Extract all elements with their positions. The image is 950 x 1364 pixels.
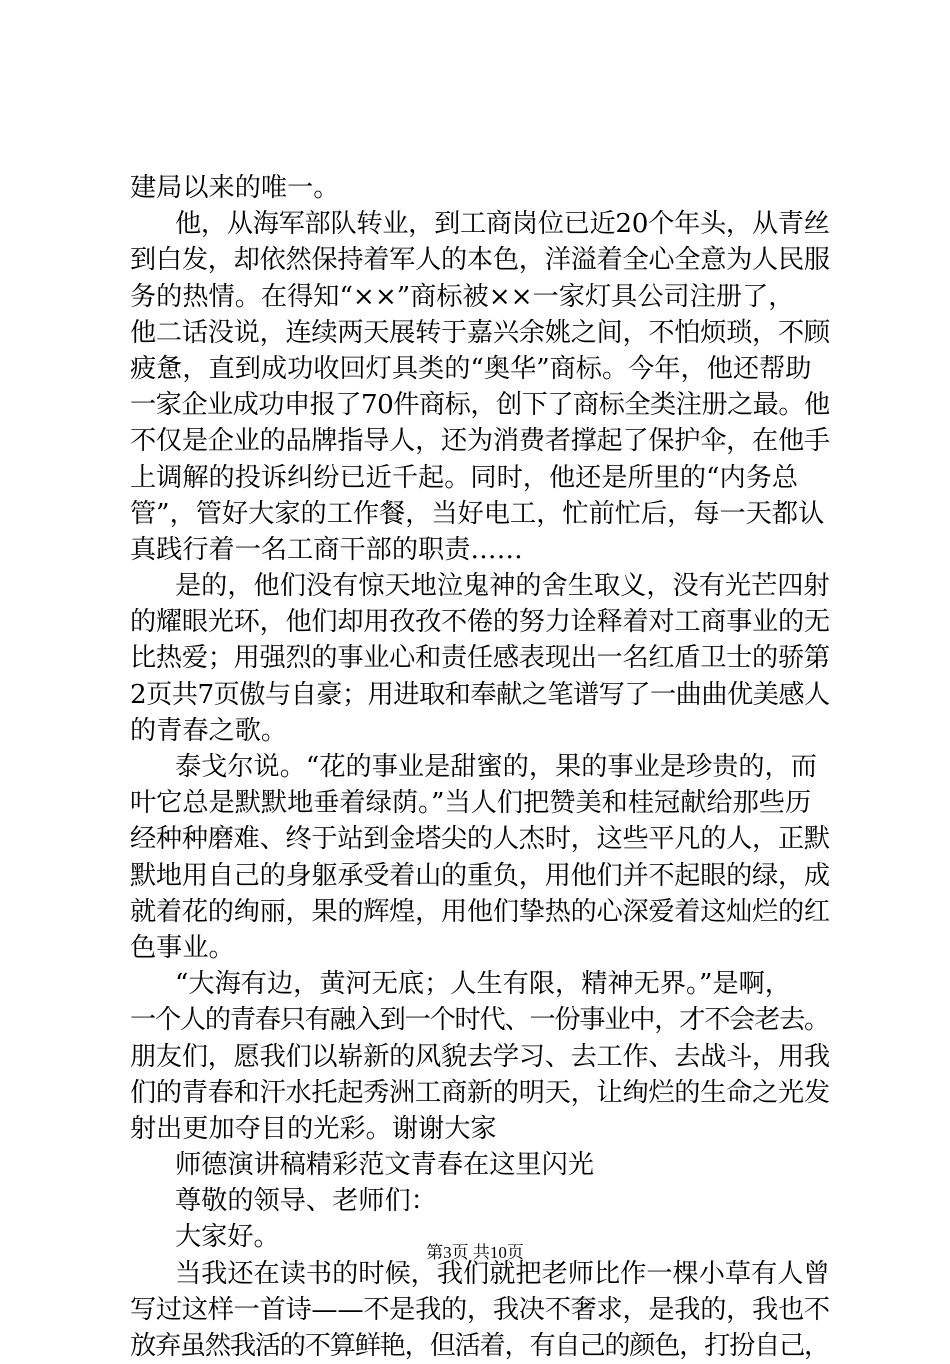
- text-line: 的耀眼光环，他们却用孜孜不倦的努力诠释着对工商事业的无: [130, 607, 830, 638]
- text-line: 他二话没说，连续两天展转于嘉兴余姚之间，不怕烦琐，不顾: [130, 317, 830, 348]
- text-line: “大海有边，黄河无底；人生有限，精神无界。”是啊，: [175, 969, 791, 1000]
- text-line: 务的热情。在得知“××”商标被××一家灯具公司注册了，: [130, 281, 795, 312]
- text-line: 放弃虽然我活的不算鲜艳，但活着，有自己的颜色，打扮自己，: [130, 1331, 830, 1361]
- text-line: 上调解的投诉纠纷已近千起。同时，他还是所里的“内务总: [130, 462, 799, 493]
- text-line: 不仅是企业的品牌指导人，还为消费者撑起了保护伞，在他手: [130, 426, 830, 457]
- text-line: 管”，管好大家的工作餐，当好电工，忙前忙后，每一天都认: [130, 498, 825, 529]
- document-body: [130, 170, 830, 1364]
- text-line: 到白发，却依然保持着军人的本色，洋溢着全心全意为人民服: [130, 245, 830, 276]
- text-line: 叶它总是默默地垂着绿荫。”当人们把赞美和桂冠献给那些历: [130, 788, 812, 819]
- text-line: 疲惫，直到成功收回灯具类的“奥华”商标。今年，他还帮助: [130, 353, 812, 384]
- text-line: 真践行着一名工商干部的职责……: [130, 534, 523, 565]
- text-line: 色事业。: [130, 932, 235, 963]
- text-line: 尊敬的领导、老师们：: [175, 1186, 437, 1217]
- text-line: 就着花的绚丽，果的辉煌，用他们挚热的心深爱着这灿烂的红: [130, 896, 830, 927]
- text-line: 的青春之歌。: [130, 715, 288, 746]
- text-line: 们的青春和汗水托起秀洲工商新的明天，让绚烂的生命之光发: [130, 1077, 830, 1108]
- text-line: 泰戈尔说。“花的事业是甜蜜的，果的事业是珍贵的，而: [175, 752, 817, 782]
- text-line: 经种种磨难、终于站到金塔尖的人杰时，这些平凡的人，正默: [130, 824, 830, 855]
- text-line: 默地用自己的身躯承受着山的重负，用他们并不起眼的绿，成: [130, 860, 830, 891]
- text-line: 师德演讲稿精彩范文青春在这里闪光: [175, 1150, 594, 1181]
- text-line: 射出更加夺目的光彩。谢谢大家: [130, 1113, 497, 1144]
- text-line: 当我还在读书的时候，我们就把老师比作一棵小草有人曾: [175, 1258, 830, 1289]
- text-line: 朋友们，愿我们以崭新的风貌去学习、去工作、去战斗，用我: [130, 1041, 830, 1072]
- text-line: 一个人的青春只有融入到一个时代、一份事业中，才不会老去。: [130, 1005, 830, 1036]
- text-line: 比热爱；用强烈的事业心和责任感表现出一名红盾卫士的骄第: [130, 643, 830, 674]
- text-line: 一家企业成功申报了70件商标，创下了商标全类注册之最。他: [130, 390, 830, 421]
- text-line: 写过这样一首诗——不是我的，我决不奢求，是我的，我也不: [130, 1294, 830, 1325]
- text-line: 是的，他们没有惊天地泣鬼神的舍生取义，没有光芒四射: [175, 571, 830, 602]
- text-line: 大家好。: [175, 1222, 280, 1253]
- text-line: 他，从海军部队转业，到工商岗位已近20个年头，从青丝: [175, 209, 830, 240]
- text-line: 2页共7页傲与自豪；用进取和奉献之笔谱写了一曲曲优美感人: [130, 679, 830, 710]
- text-line: 建局以来的唯一。: [130, 173, 340, 203]
- page-footer: 第3页 共10页: [426, 1243, 524, 1262]
